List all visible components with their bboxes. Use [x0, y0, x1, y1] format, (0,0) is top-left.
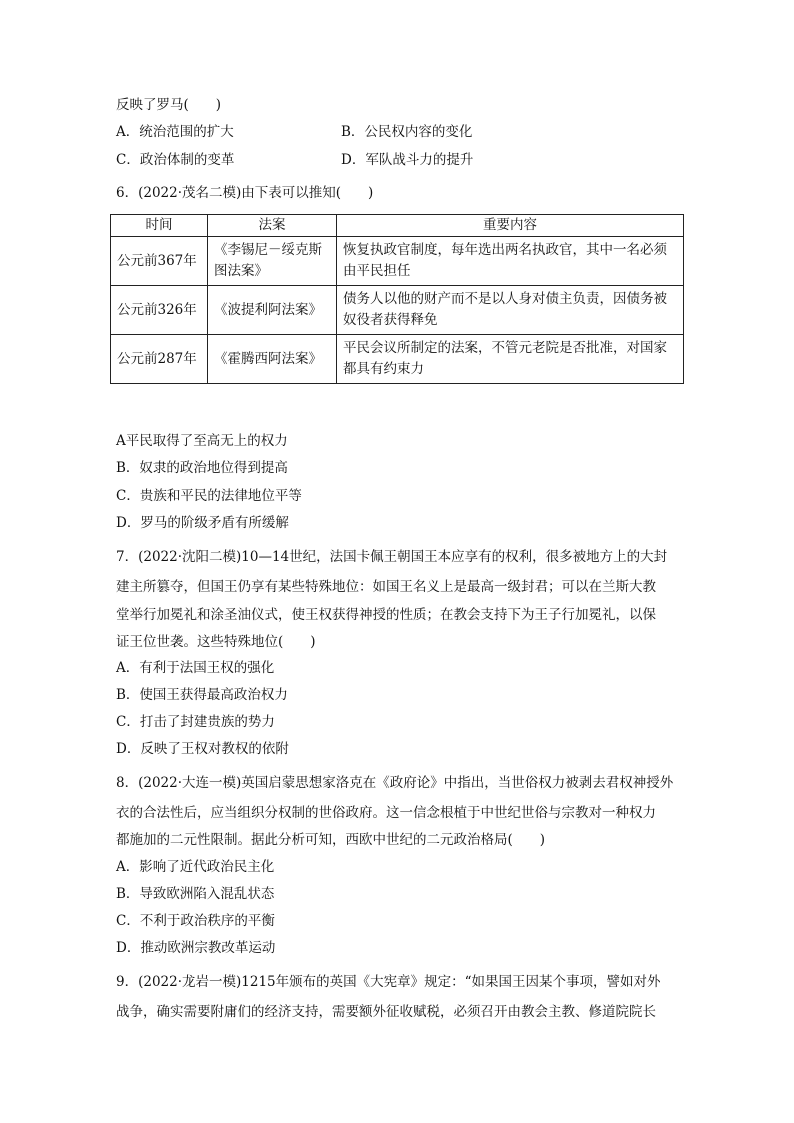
q7-option-c: C．打击了封建贵族的势力 — [116, 714, 275, 730]
q5-option-c: C．政治体制的变革 — [116, 152, 235, 168]
table-row — [111, 335, 684, 384]
q5-option-d: D．军队战斗力的提升 — [341, 152, 474, 168]
q8-option-a: A．影响了近代政治民主化 — [116, 859, 275, 875]
q6-option-d: D．罗马的阶级矛盾有所缓解 — [116, 515, 289, 531]
q7-stem-line-2: 建主所篡夺，但国王仍享有某些特殊地位：如国王名义上是最高一级封君；可以在兰斯大教 — [116, 579, 656, 595]
table-header-time: 时间 — [111, 215, 208, 237]
table-header-row — [111, 215, 684, 237]
q7-stem-line-1: 7．(2022·沈阳二模)10—14世纪，法国卡佩王朝国王本应享有的权利，很多被地方上的大封 — [116, 549, 668, 565]
table-cell-time: 公元前287年 — [111, 335, 208, 384]
table-cell-content: 平民会议所制定的法案，不管元老院是否批准，对国家都具有约束力 — [337, 335, 684, 384]
q7-option-d: D．反映了王权对教权的依附 — [116, 741, 289, 757]
q5-stem-tail: 反映了罗马( ) — [116, 97, 222, 113]
table-cell-law: 《李锡尼－绥克斯图法案》 — [208, 237, 337, 286]
table-cell-law: 《波提利阿法案》 — [208, 286, 337, 335]
q6-option-c: C．贵族和平民的法律地位平等 — [116, 488, 302, 504]
table-header-law: 法案 — [208, 215, 337, 237]
q6-law-table — [110, 214, 684, 384]
q5-option-b: B．公民权内容的变化 — [341, 124, 473, 140]
table-cell-content: 恢复执政官制度，每年选出两名执政官，其中一名必须由平民担任 — [337, 237, 684, 286]
q7-stem-line-3: 堂举行加冕礼和涂圣油仪式，使王权获得神授的性质；在教会支持下为王子行加冕礼，以保 — [116, 607, 656, 623]
table-cell-time: 公元前326年 — [111, 286, 208, 335]
q9-stem-line-1: 9．(2022·龙岩一模)1215年颁布的英国《大宪章》规定：“如果国王因某个事项，譬如对外 — [116, 974, 661, 990]
q7-option-b: B．使国王获得最高政治权力 — [116, 687, 288, 703]
q8-option-b: B．导致欧洲陷入混乱状态 — [116, 886, 275, 902]
q8-stem-line-3: 都施加的二元性限制。据此分析可知，西欧中世纪的二元政治格局( ) — [116, 832, 546, 848]
table-cell-time: 公元前367年 — [111, 237, 208, 286]
q8-option-d: D．推动欧洲宗教改革运动 — [116, 940, 276, 956]
table-cell-law: 《霍腾西阿法案》 — [208, 335, 337, 384]
q5-option-a: A．统治范围的扩大 — [116, 124, 234, 140]
q6-stem: 6．(2022·茂名二模)由下表可以推知( ) — [116, 185, 374, 201]
q6-option-b: B．奴隶的政治地位得到提高 — [116, 460, 288, 476]
q6-option-a: A平民取得了至高无上的权力 — [116, 433, 288, 449]
q8-stem-line-1: 8．(2022·大连一模)英国启蒙思想家洛克在《政府论》中指出，当世俗权力被剥去君权神授外 — [116, 775, 674, 791]
q8-option-c: C．不利于政治秩序的平衡 — [116, 913, 275, 929]
table-row — [111, 237, 684, 286]
q7-stem-line-4: 证王位世袭。这些特殊地位( ) — [116, 634, 316, 650]
q7-option-a: A．有利于法国王权的强化 — [116, 660, 275, 676]
table-cell-content: 债务人以他的财产而不是以人身对债主负责，因债务被奴役者获得释免 — [337, 286, 684, 335]
q9-stem-line-2: 战争，确实需要附庸们的经济支持，需要额外征收赋税，必须召开由教会主教、修道院院长 — [116, 1004, 656, 1020]
table-header-content: 重要内容 — [337, 215, 684, 237]
table-row — [111, 286, 684, 335]
q8-stem-line-2: 衣的合法性后，应当组织分权制的世俗政府。这一信念根植于中世纪世俗与宗教对一种权力 — [116, 805, 656, 821]
